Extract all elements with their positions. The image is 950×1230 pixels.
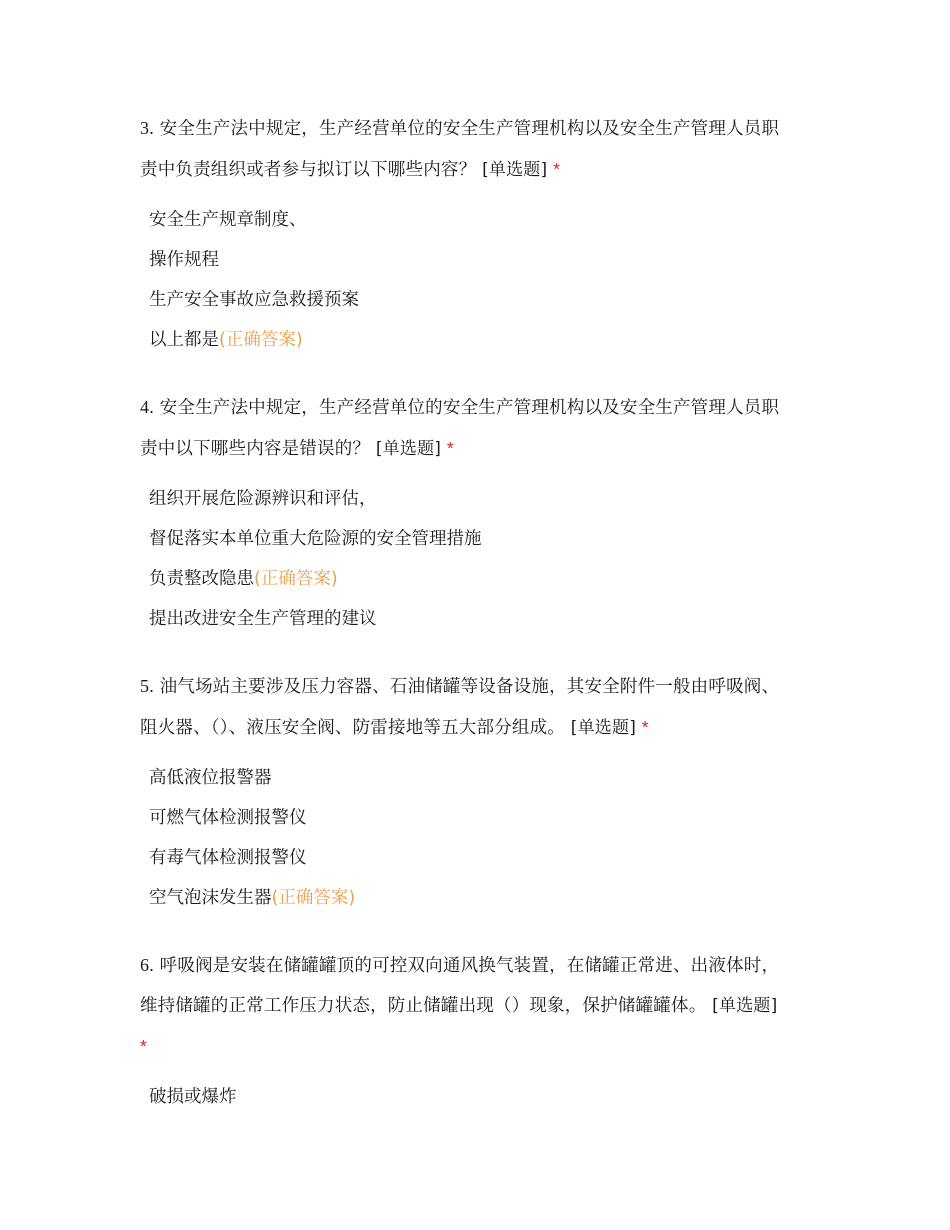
question-number: 3. bbox=[140, 118, 154, 138]
correct-answer-mark: (正确答案) bbox=[271, 888, 356, 908]
option-item bbox=[140, 1077, 820, 1117]
option-text: 可燃气体检测报警仪 bbox=[149, 808, 307, 828]
option-text: 有毒气体检测报警仪 bbox=[149, 848, 307, 868]
option-item bbox=[140, 280, 820, 320]
required-mark: * bbox=[140, 1036, 148, 1056]
question-title bbox=[140, 945, 820, 1067]
question-type: [单选题] bbox=[482, 160, 548, 180]
option-text: 负责整改隐患 bbox=[149, 569, 254, 589]
option-item bbox=[140, 320, 820, 360]
question-title bbox=[140, 666, 820, 748]
option-item bbox=[140, 479, 820, 519]
option-item bbox=[140, 878, 820, 918]
question-title bbox=[140, 387, 820, 469]
option-item bbox=[140, 240, 820, 280]
question-3 bbox=[140, 108, 820, 360]
option-text: 提出改进安全生产管理的建议 bbox=[149, 609, 377, 629]
option-text: 高低液位报警器 bbox=[149, 768, 272, 788]
question-6 bbox=[140, 945, 820, 1117]
question-5 bbox=[140, 666, 820, 918]
required-mark: * bbox=[553, 159, 561, 179]
option-text: 生产安全事故应急救援预案 bbox=[149, 290, 359, 310]
required-mark: * bbox=[641, 717, 649, 737]
option-item bbox=[140, 519, 820, 559]
question-text-line1: 安全生产法中规定，生产经营单位的安全生产管理机构以及安全生产管理人员职 bbox=[159, 119, 780, 139]
option-text: 空气泡沫发生器 bbox=[149, 888, 272, 908]
question-type: [单选题] bbox=[712, 996, 778, 1016]
option-text: 操作规程 bbox=[149, 250, 219, 270]
question-text-line1: 呼吸阀是安装在储罐罐顶的可控双向通风换气装置，在储罐正常进、出液体时， bbox=[159, 956, 780, 976]
question-title bbox=[140, 108, 820, 190]
option-item bbox=[140, 559, 820, 599]
option-list bbox=[140, 758, 820, 918]
correct-answer-mark: (正确答案) bbox=[219, 330, 303, 350]
question-text-line1: 安全生产法中规定，生产经营单位的安全生产管理机构以及安全生产管理人员职 bbox=[159, 398, 780, 418]
option-item bbox=[140, 200, 820, 240]
question-text-line2: 阻火器、（）、液压安全阀、防雷接地等五大部分组成。 bbox=[140, 718, 565, 738]
option-list bbox=[140, 200, 820, 360]
question-text-line2: 维持储罐的正常工作压力状态，防止储罐出现（）现象，保护储罐罐体。 bbox=[140, 996, 707, 1016]
option-item bbox=[140, 798, 820, 838]
option-item bbox=[140, 758, 820, 798]
option-list bbox=[140, 1077, 820, 1117]
option-list bbox=[140, 479, 820, 639]
option-item bbox=[140, 838, 820, 878]
option-text: 破损或爆炸 bbox=[149, 1087, 237, 1107]
question-number: 4. bbox=[140, 397, 154, 417]
question-4 bbox=[140, 387, 820, 639]
option-text: 安全生产规章制度、 bbox=[149, 210, 307, 230]
required-mark: * bbox=[446, 438, 454, 458]
option-text: 督促落实本单位重大危险源的安全管理措施 bbox=[149, 529, 482, 549]
question-text-line2: 责中以下哪些内容是错误的？ bbox=[140, 439, 371, 459]
option-text: 以上都是 bbox=[149, 330, 219, 350]
question-number: 6. bbox=[140, 955, 154, 975]
question-type: [单选题] bbox=[570, 718, 637, 738]
option-text: 组织开展危险源辨识和评估， bbox=[149, 489, 377, 509]
question-text-line2: 责中负责组织或者参与拟订以下哪些内容？ bbox=[140, 160, 477, 180]
question-text-line1: 油气场站主要涉及压力容器、石油储罐等设备设施，其安全附件一般由呼吸阀、 bbox=[159, 677, 780, 697]
question-number: 5. bbox=[140, 676, 154, 696]
correct-answer-mark: (正确答案) bbox=[254, 569, 338, 589]
option-item bbox=[140, 599, 820, 639]
question-type: [单选题] bbox=[375, 439, 442, 459]
